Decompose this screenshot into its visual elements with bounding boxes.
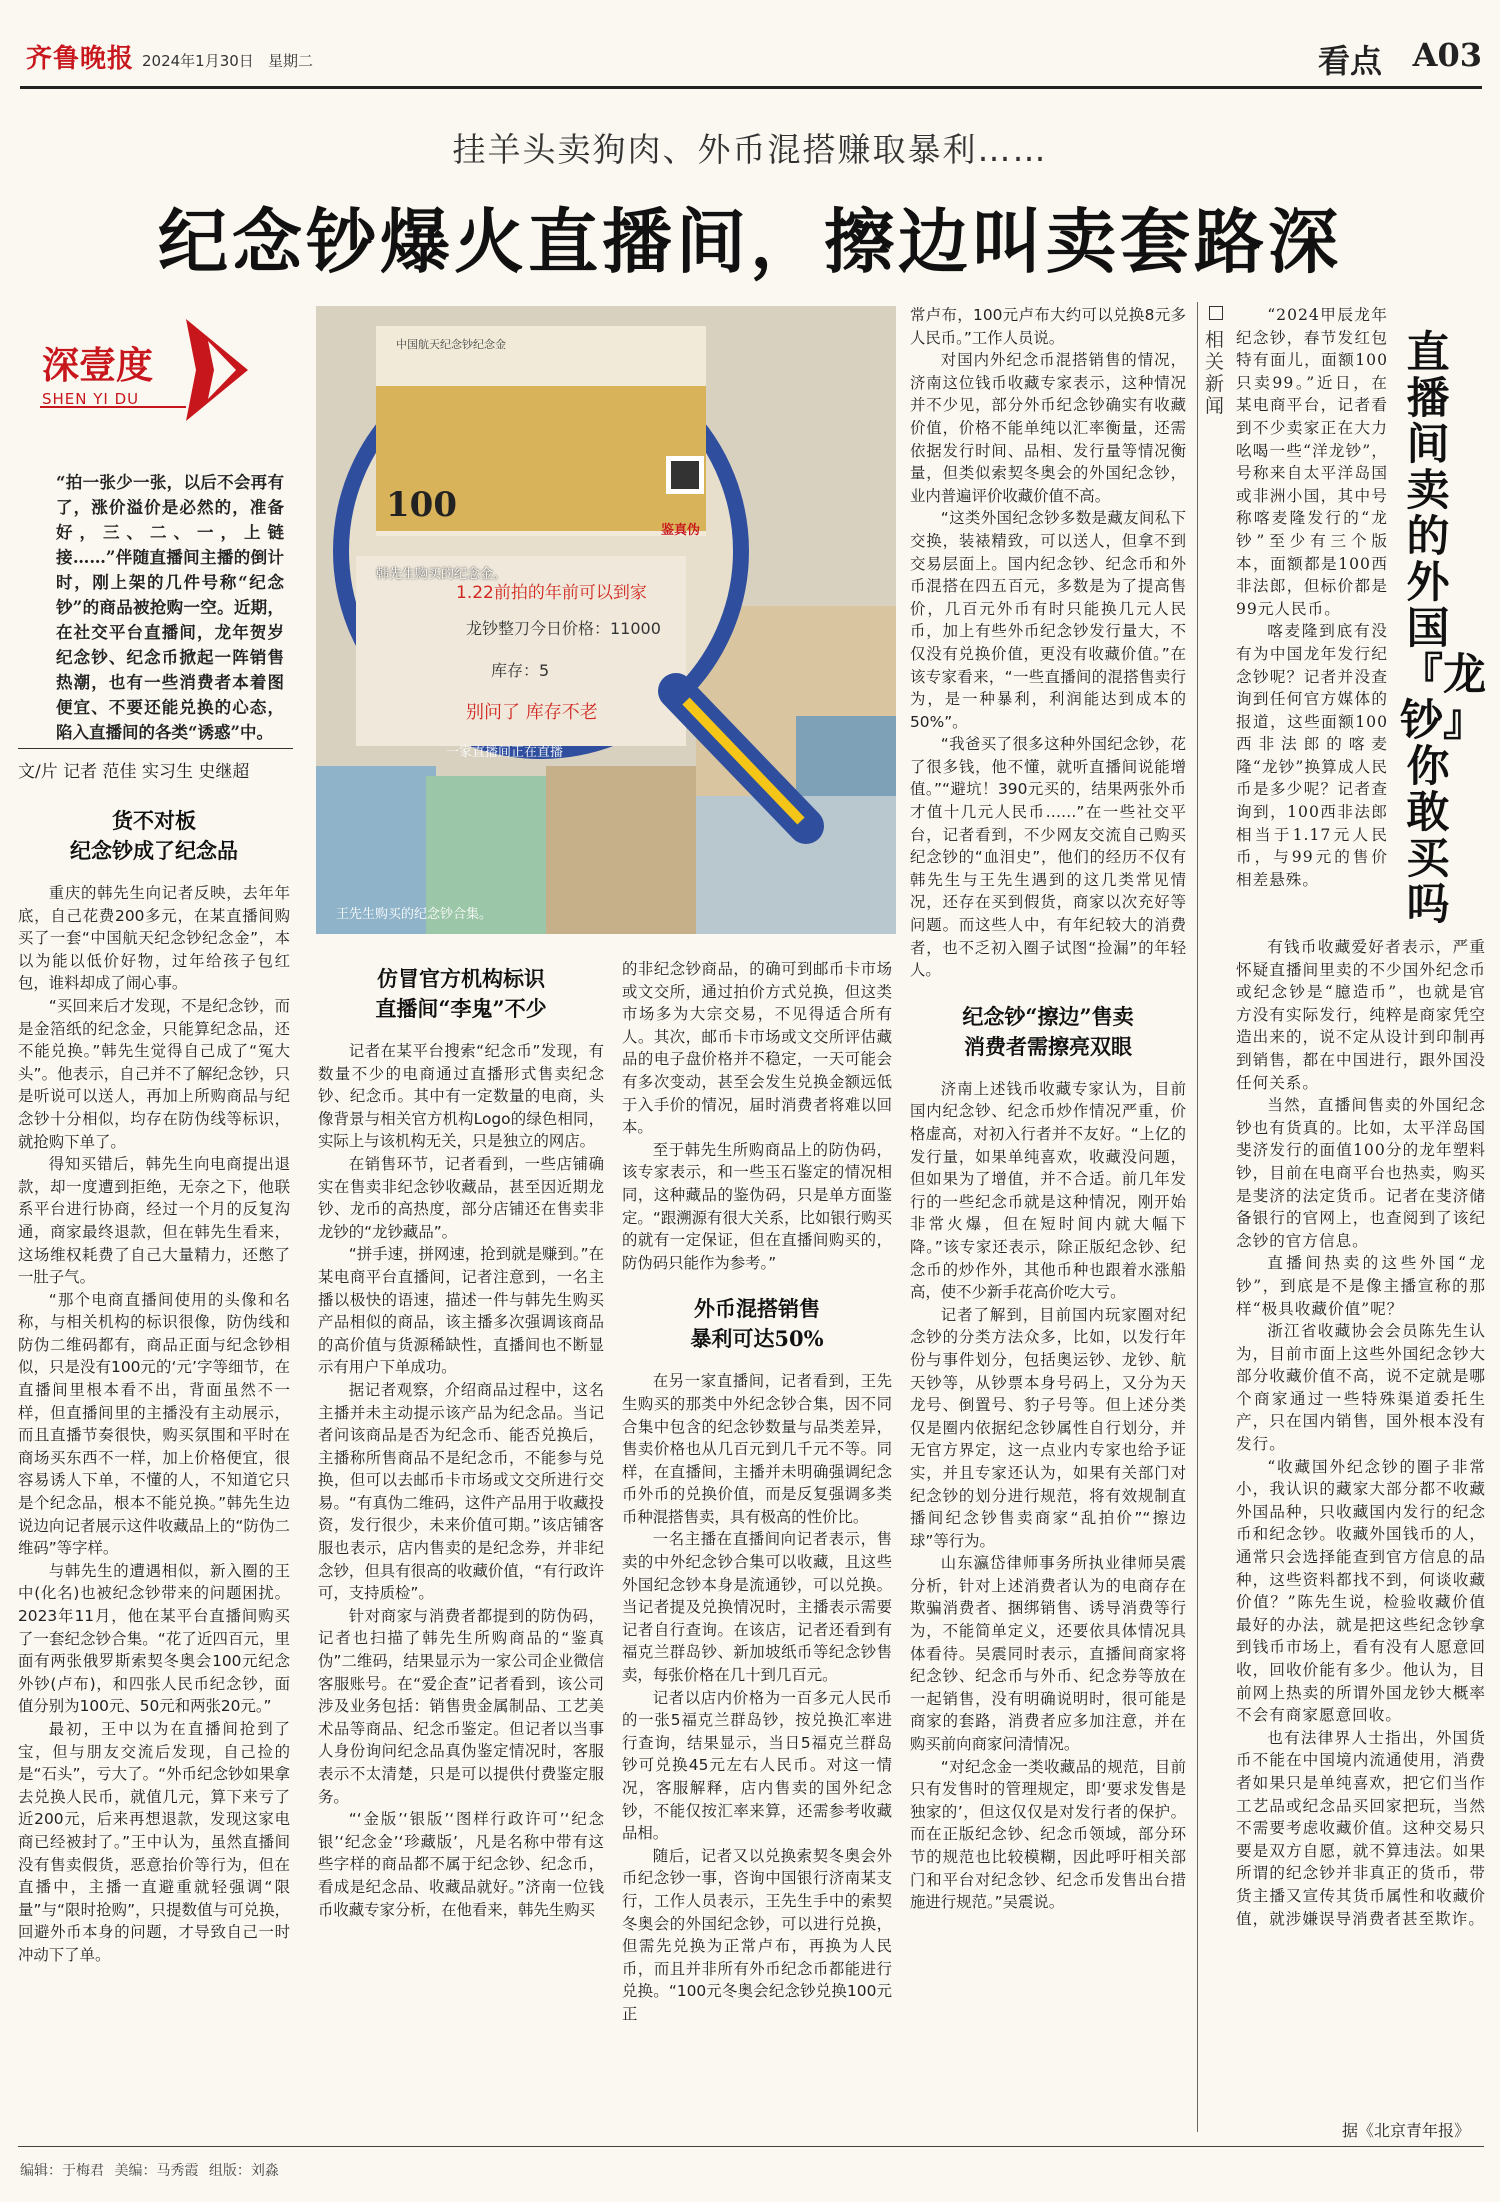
section-2	[318, 964, 604, 1921]
paragraph: 重庆的韩先生向记者反映，去年年底，自己花费200多元，在某直播间购买了一套“中国航天纪念钞纪念金”，本以为能以低价好物，过年给孩子包红包，谁料却成了闹心事。	[18, 884, 290, 993]
article-subtitle: 挂羊头卖狗肉、外币混搭赚取暴利……	[452, 130, 1048, 169]
issue-weekday: 星期二	[268, 52, 314, 70]
note-denomination: 100	[386, 485, 457, 525]
photo-caption-2: 一家直播间正在直播	[446, 745, 564, 760]
certificate-text: 中国航天纪念钞纪念金	[396, 338, 506, 351]
page-number: A03	[1412, 36, 1482, 74]
issue-date: 2024年1月30日	[142, 52, 254, 70]
photo-caption-3: 王先生购买的纪念钞合集。	[336, 907, 493, 922]
paragraph: 与韩先生的遭遇相似，新入圈的王中(化名)也被纪念钞带来的问题困扰。2023年11月，他在某平台直播间购买了一套纪念钞合集。“花了近四百元，里面有两张俄罗斯索契冬奥会100元纪念外钞(卢布)，和四张人民币纪念钞，面值分别为100元、50元和两张20元。”	[18, 1561, 290, 1716]
section-1-title-2: 纪念钞成了纪念品	[70, 838, 238, 863]
paragraph: “那个电商直播间使用的头像和名称，与相关机构的标识很像，防伪线和防伪二维码都有，商品正面与纪念钞相似，只是没有100元的‘元’字等细节，在直播间里根本看不出，背面虽然不一样，但直播间里的主播没有主动展示，而且直播节奏很快，购买氛围和平时在商场买东西不一样，加上价格便宜，很容易诱人下单，不懂的人，不知道它只是个纪念品，根本不能兑换。”韩先生边说边向记者展示这件收藏品上的“防伪二维码”等字样。	[18, 1290, 290, 1558]
paragraph: “我爸买了很多这种外国纪念钞，花了很多钱，他不懂，就听直播间说能增值。”“避坑！390元买的，结果两张外币才值十几元人民币……”在一些社交平台，记者看到，不少网友交流自己购买纪念钞的“血泪史”，他们的经历不仅有韩先生与王先生遇到的这几类常见情况，还存在买到假货，商家以次充好等问题。而这些人中，有年纪较大的消费者，也不乏初入圈子试图“捡漏”的年轻人。	[910, 735, 1186, 980]
sidebar-divider	[1197, 302, 1198, 2132]
section-2-title-1: 仿冒官方机构标识	[377, 966, 545, 991]
paragraph: 随后，记者又以兑换索契冬奥会外币纪念钞一事，咨询中国银行济南某支行，工作人员表示，王先生手中的索契冬奥会的外国纪念钞，可以进行兑换，但需先兑换为正常卢布，再换为人民币，而且并非所有外币纪念币都能进行兑换。“100元冬奥会纪念钞兑换100元正	[622, 1846, 892, 2023]
badge-subtitle: SHEN YI DU	[42, 390, 140, 408]
paragraph: 当然，直播间售卖的外国纪念钞也有货真的。比如，太平洋岛国斐济发行的面值100分的龙年塑料钞，目前在电商平台也热卖，购买是斐济的法定货币。记者在斐济储备银行的官网上，也查阅到了该纪念钞的官方信息。	[1236, 1096, 1486, 1250]
photo-caption-1: 韩先生购买的纪念金。	[376, 567, 507, 582]
paragraph: 对国内外纪念币混搭销售的情况，济南这位钱币收藏专家表示，这种情况并不少见，部分外币纪念钞确实有收藏价值，价格不能单纯以汇率衡量，还需依据发行时间、品相、发行量等情况衡量，但类似索契冬奥会的外国纪念钞，业内普遍评价收藏价值不高。	[910, 351, 1186, 505]
section-2-body	[318, 1040, 604, 1921]
related-news-tag	[1205, 306, 1229, 417]
paragraph: 一名主播在直播间向记者表示，售卖的中外纪念钞合集可以收藏，且这些外国纪念钞本身是流通钞，可以兑换。当记者提及兑换情况时，主播表示需要记者自行查询。在该店，记者还看到有福克兰群岛钞、新加坡纸币等纪念钞售卖，每张价格在几十到几百元。	[622, 1530, 892, 1685]
badge-title: 深壹度	[42, 344, 153, 387]
section-1-body	[18, 882, 290, 1967]
paragraph: “2024甲辰龙年纪念钞，春节发红包特有面儿，面额100只卖99。”近日，在某电商平台，记者看到不少卖家正在大力吆喝一些“洋龙钞”，号称来自太平洋岛国或非洲小国，其中号称喀麦隆发行的“龙钞”至少有三个版本，面额都是100西非法郎，但标价都是99元人民币。	[1236, 306, 1388, 618]
paragraph: 常卢布，100元卢布大约可以兑换8元多人民币。”工作人员说。	[910, 306, 1186, 347]
related-news-label: 相关新闻	[1205, 329, 1225, 417]
section-4-body	[910, 1078, 1186, 1914]
paragraph: 针对商家与消费者都提到的防伪码，记者也扫描了韩先生所购商品的“鉴真伪”二维码，结果显示为一家公司企业微信客服账号。在“爱企查”记者看到，该公司涉及业务包括：销售贵金属制品、工艺美术品等商品、纪念币鉴定。但记者以当事人身份询问纪念品真伪鉴定情况时，客服表示不太清楚，只是可以提供付费鉴定服务。	[318, 1606, 604, 1806]
section-4-body-top	[910, 304, 1186, 982]
paragraph: 至于韩先生所购商品上的防伪码，该专家表示，和一些玉石鉴定的情况相同，这种藏品的鉴伪码，只是单方面鉴定。“跟溯源有很大关系，比如银行购买的就有一定保证，但在直播间购买的，防伪码只能作为参考。”	[622, 1140, 892, 1272]
section-3-body-top	[622, 958, 892, 1274]
tag-box-icon	[1209, 306, 1223, 320]
paragraph: 喀麦隆到底有没有为中国龙年发行纪念钞呢？记者并没查询到任何官方媒体的报道，这些面额100西非法郎的喀麦隆“龙钞”换算成人民币是多少呢？记者查询到，100西非法郎相当于1.17元人民币，与99元的售价相差悬殊。	[1236, 622, 1388, 889]
section-3-title-2: 暴利可达50%	[690, 1326, 824, 1352]
stamp-text: 鉴真伪	[661, 523, 701, 538]
article-headline: 纪念钞爆火直播间，擦边叫卖套路深	[158, 200, 1342, 283]
section-name: 看点	[1317, 42, 1382, 80]
section-3-body	[622, 1370, 892, 2025]
live-screen-line-2: 龙钞整刀今日价格：11000	[466, 619, 661, 638]
paragraph: “对纪念金一类收藏品的规范，目前只有发售时的管理规定，即‘要求发售是独家的’，但这仅仅是对发行者的保护。而在正版纪念钞、纪念币领域，部分环节的规范也比较模糊，因此呼吁相关部门和平台对纪念钞、纪念币发售出台措施进行规范。”吴震说。	[910, 1757, 1186, 1912]
paragraph: 记者在某平台搜索“纪念币”发现，有数量不少的电商通过直播形式售卖纪念钞、纪念币。其中有一定数量的电商，头像背景与相关官方机构Logo的绿色相同，实际上与该机构无关，只是独立的网店。	[318, 1042, 604, 1151]
paragraph: 据记者观察，介绍商品过程中，这名主播并未主动提示该产品为纪念品。当记者问该商品是否为纪念币、能否兑换后，主播称所售商品不是纪念币，不能参与兑换，但可以去邮币卡市场或文交所进行交易。“有真伪二维码，这件产品用于收藏投资，发行很少，未来价值可期。”该店铺客服也表示，店内售卖的是纪念券，并非纪念钞，但具有很高的收藏价值，“有行政许可，支持质检”。	[318, 1380, 604, 1603]
sidebar-headline: 直播间卖的外国『龙钞』你敢买吗	[1400, 328, 1486, 930]
section-2-title-2: 直播间“李鬼”不少	[375, 996, 547, 1021]
paragraph: 记者了解到，目前国内玩家圈对纪念钞的分类方法众多，比如，以发行年份与事件划分，包括奥运钞、龙钞、航天钞等，从钞票本身号码上，又分为天龙号、倒置号、豹子号等。但上述分类仅是圈内依据纪念钞属性自行划分，并无官方界定，这一点业内专家也给予证实，并且专家还认为，如果有关部门对纪念钞的划分进行规范，将有效规制直播间纪念钞售卖商家“乱拍价”“擦边球”等行为。	[910, 1305, 1186, 1550]
paragraph: “买回来后才发现，不是纪念钞，而是金箔纸的纪念金，只能算纪念品，还不能兑换。”韩先生觉得自己成了“冤大头”。他表示，自己并不了解纪念钞，只是听说可以送人，再加上所购商品与纪念钞十分相似，均存在防伪线等标识，就抢购下单了。	[18, 996, 290, 1151]
paragraph: 直播间热卖的这些外国“龙钞”，到底是不是像主播宣称的那样“极具收藏价值”呢？	[1236, 1254, 1486, 1318]
live-screen-line-4: 别问了 库存不老	[466, 702, 598, 723]
live-screen-line-1: 1.22前拍的年前可以到家	[456, 583, 647, 603]
paragraph: “收藏国外纪念钞的圈子非常小，我认识的藏家大部分都不收藏外国品种，只收藏国内发行的纪念币和纪念钞。收藏外国钱币的人，通常只会选择能查到官方信息的品种，这些资料都找不到，何谈收藏价值？”陈先生说，检验收藏价值最好的办法，就是把这些纪念钞拿到钱币市场上，看有没有人愿意回收，回收价能有多少。他认为，目前网上热卖的所谓外国龙钞大概率不会有商家愿意回收。	[1236, 1457, 1486, 1725]
sidebar-body-top	[1236, 304, 1388, 891]
section-4-title-1: 纪念钞“擦边”售卖	[962, 1003, 1134, 1029]
section-1	[18, 806, 290, 1967]
paragraph: “拼手速，拼网速，抢到就是赚到。”在某电商平台直播间，记者注意到，一名主播以极快的语速，描述一件与韩先生购买产品相似的商品，该主播多次强调该商品的高价值与货源稀缺性，直播间也不断显示有用户下单成功。	[318, 1245, 604, 1377]
paragraph: 的非纪念钞商品，的确可到邮币卡市场或文交所，通过拍价方式兑换，但这类市场多为大宗交易，不见得适合所有人。其次，邮币卡市场或文交所评估藏品的电子盘价格并不稳定，一天可能会有多次变动，甚至会发生兑换金额远低于入手价的情况，届时消费者将难以回本。	[622, 960, 892, 1137]
section-4	[910, 304, 1186, 1914]
photo-illustration	[316, 306, 896, 934]
paragraph: “这类外国纪念钞多数是藏友间私下交换，装裱精致，可以送人，但拿不到交易层面上。国内纪念钞、纪念币和外币混搭在四五百元，多数是为了提高售价，几百元外币有时只能换几元人民币，加上有些外币纪念钞发行量大，不仅没有兑换价值，更没有收藏价值。”在该专家看来，“一些直播间的混搭售卖行为，是一种暴利，利润能达到成本的50%”。	[910, 509, 1186, 731]
section-1-title-1: 货不对板	[112, 808, 196, 833]
paragraph: 最初，王中以为在直播间抢到了宝，但与朋友交流后发现，自己捡的是“石头”，亏大了。“外币纪念钞如果拿去兑换人民币，就值几元，算下来亏了近200元，后来再想退款，发现这家电商已经被封了。”王中认为，虽然直播间没有售卖假货，恶意抬价等行为，但在直播中，主播一直避重就轻强调“限量”与“限时抢购”，只提数值与可兑换，回避外币本身的问题，才导致自己一时冲动下了单。	[18, 1719, 290, 1964]
sidebar-body	[1236, 936, 1486, 1930]
paragraph: “‘金版’‘银版’‘图样行政许可’‘纪念银’‘纪念金’‘珍藏版’，凡是名称中带有这些字样的商品都不属于纪念钞、纪念币，看成是纪念品、收藏品就好。”济南一位钱币收藏专家分析，在他看来，韩先生购买	[318, 1810, 604, 1919]
paragraph: 得知买错后，韩先生向电商提出退款，却一度遭到拒绝，无奈之下，他联系平台进行协商，经过一个月的反复沟通，商家最终退款，但在韩先生看来，这场维权耗费了自己大量精力，还憋了一肚子气。	[18, 1155, 290, 1287]
footer-rule	[18, 2146, 1484, 2147]
byline: 文/片 记者 范佳 实习生 史继超	[18, 748, 293, 782]
paragraph: 在另一家直播间，记者看到，王先生购买的那类中外纪念钞合集，因不同合集中包含的纪念钞数量与品类差异，售卖价格也从几百元到几千元不等。同样，在直播间，主播并未明确强调纪念币外币的兑换价值，而是反复强调多类币种混搭售卖，具有极高的性价比。	[622, 1372, 892, 1526]
paragraph: 也有法律界人士指出，外国货币不能在中国境内流通使用，消费者如果只是单纯喜欢，把它们当作工艺品或纪念品买回家把玩，当然不需要考虑收藏价值。这种交易只要是双方自愿，就不算违法。如果所谓的纪念钞并非真正的货币，带货主播又宣传其货币属性和收藏价值，就涉嫌误导消费者甚至欺诈。	[1236, 1728, 1486, 1928]
paragraph: 有钱币收藏爱好者表示，严重怀疑直播间里卖的不少国外纪念币或纪念钞是“臆造币”，也就是官方没有实际发行，纯粹是商家凭空造出来的，说不定从设计到印制再到销售，都在中国进行，跟外国没任何关系。	[1236, 938, 1486, 1092]
newspaper-logo: 齐鲁晚报	[26, 44, 135, 74]
paragraph: 在销售环节，记者看到，一些店铺确实在售卖非纪念钞收藏品，甚至因近期龙钞、龙币的高热度，部分店铺还在售卖非龙钞的“龙钞藏品”。	[318, 1154, 604, 1241]
news-source: 据《北京青年报》	[1341, 2121, 1470, 2140]
article-photo	[316, 306, 896, 934]
paragraph: 山东瀛岱律师事务所执业律师吴震分析，针对上述消费者认为的电商存在欺骗消费者、捆绑销售、诱导消费等行为，不能简单定义，还要依具体情况具体看待。吴震同时表示，直播间商家将纪念钞、纪念币与外币、纪念券等放在一起销售，没有明确说明时，很可能是商家的套路，消费者应多加注意，并在购买前向商家问清情况。	[910, 1554, 1186, 1754]
lead-paragraph: “拍一张少一张，以后不会再有了，涨价溢价是必然的，准备好，三、二、一，上链接……”伴随直播间主播的倒计时，刚上架的几件号称“纪念钞”的商品被抢购一空。近期，在社交平台直播间，龙年贺岁纪念钞、纪念币掀起一阵销售热潮，也有一些消费者本着图便宜、不要还能兑换的心态，陷入直播间的各类“诱惑”中。	[56, 473, 284, 742]
masthead	[0, 0, 1500, 80]
top-rule	[20, 86, 1482, 89]
paragraph: 浙江省收藏协会会员陈先生认为，目前市面上这些外国纪念钞大部分收藏价值不高，说不定就是哪个商家通过一些特殊渠道委托生产，只在国内销售，国外根本没有发行。	[1236, 1322, 1486, 1454]
editor-credits: 编辑：于梅君 美编：马秀霞 组版：刘淼	[20, 2163, 279, 2179]
paragraph: 记者以店内价格为一百多元人民币的一张5福克兰群岛钞，按兑换汇率进行查询，结果显示，当日5福克兰群岛钞可兑换45元左右人民币。对这一情况，客服解释，店内售卖的国外纪念钞，不能仅按汇率来算，还需参考收藏品相。	[622, 1688, 892, 1843]
section-3-title-1: 外币混搭销售	[694, 1296, 820, 1322]
live-screen-line-3: 库存：5	[491, 661, 550, 680]
paragraph: 济南上述钱币收藏专家认为，目前国内纪念钞、纪念币炒作情况严重，价格虚高，对初入行者并不友好。“上亿的发行量，如果单纯喜欢，收藏没问题，但如果为了增值，并不合适。前几年发行的一些纪念币就是这种情况，刚开始非常火爆，但在短时间内就大幅下降。”该专家还表示，除正版纪念钞、纪念币的炒作外，其他币种也跟着水涨船高，使不少新手花高价吃大亏。	[910, 1079, 1186, 1302]
section-4-title-2: 消费者需擦亮双眼	[964, 1033, 1132, 1059]
section-3	[622, 958, 892, 2026]
